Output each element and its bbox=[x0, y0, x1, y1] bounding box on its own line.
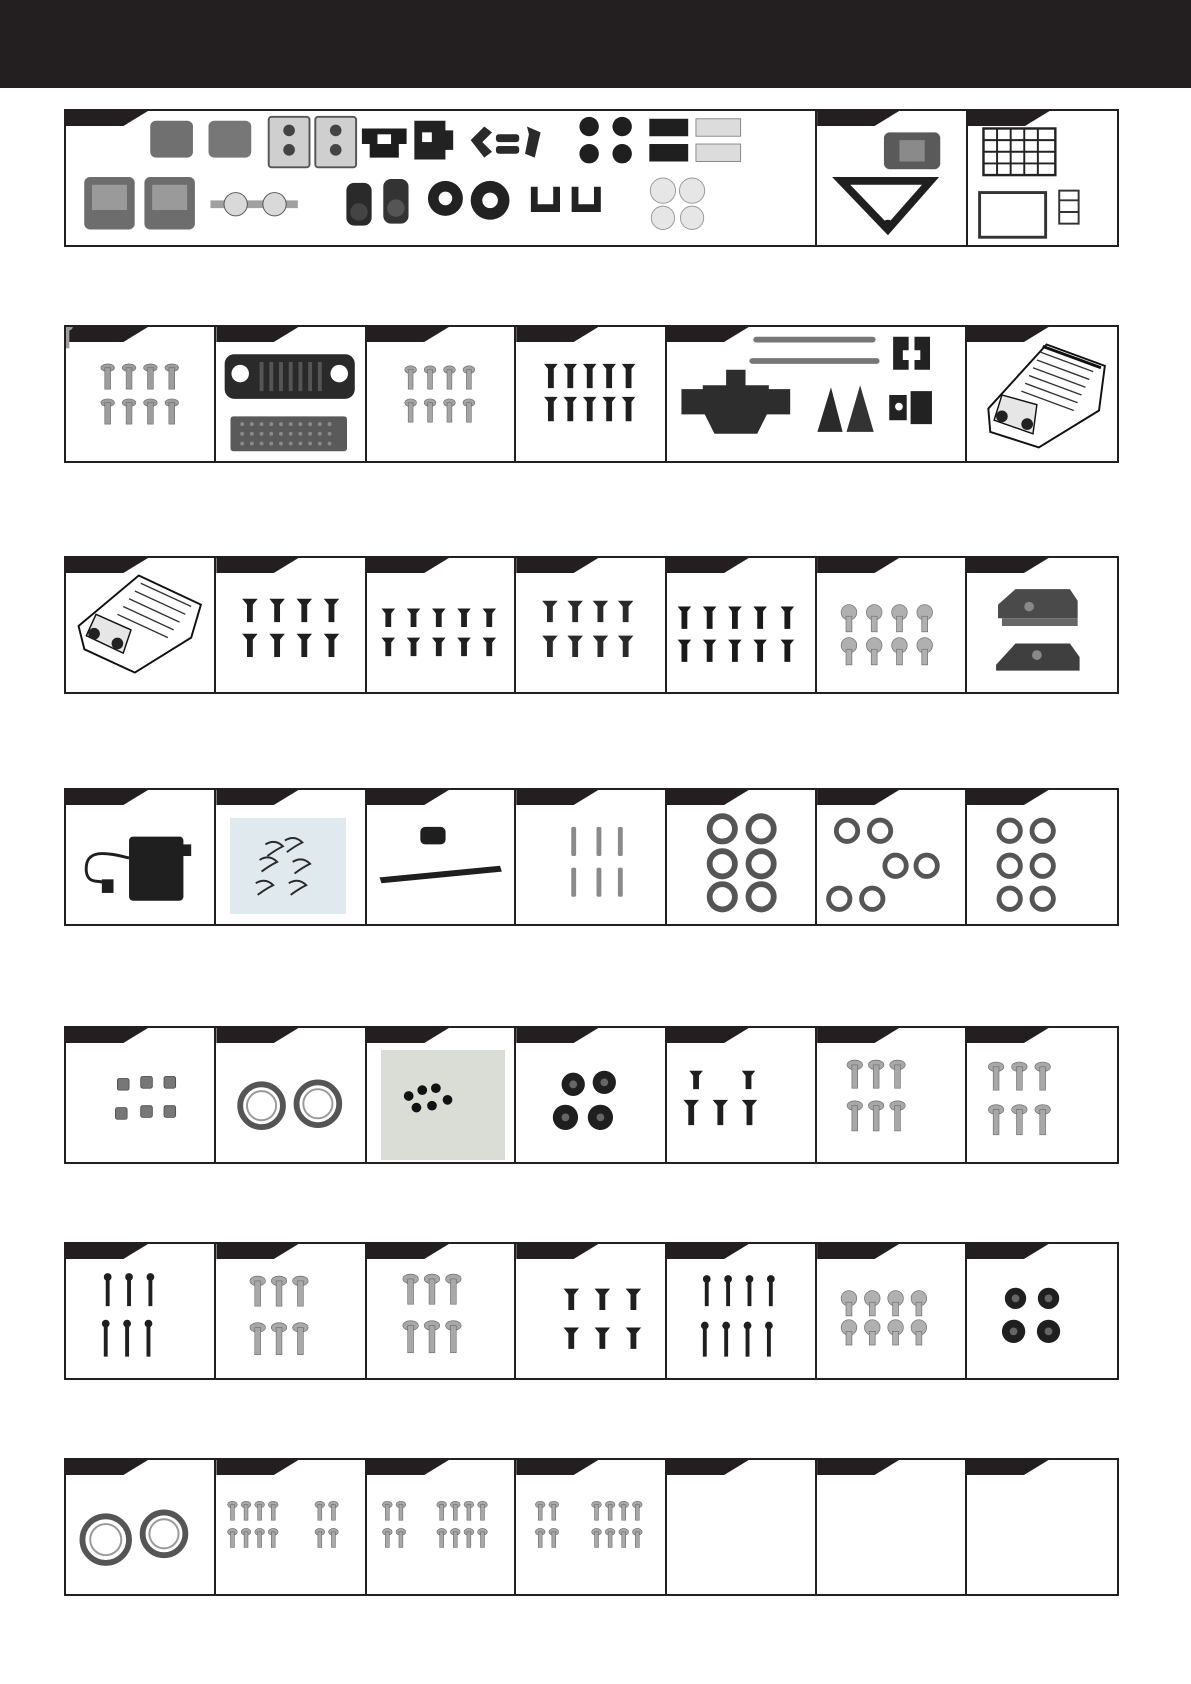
part-cell-screws bbox=[817, 558, 966, 692]
part-label-tab bbox=[667, 1460, 749, 1475]
part-cell-small-nuts bbox=[367, 1028, 516, 1162]
set-screws-image bbox=[66, 1028, 214, 1162]
part-cell-screws bbox=[817, 1244, 966, 1378]
parts-row-6 bbox=[64, 1242, 1119, 1380]
part-cell-mount-bracket bbox=[817, 111, 967, 245]
driveshaft-image bbox=[367, 790, 514, 924]
flange-lock-nuts-image bbox=[516, 1028, 664, 1162]
countersunk-screws-image bbox=[667, 558, 815, 692]
part-cell-screws bbox=[216, 1244, 366, 1378]
servo-image bbox=[66, 790, 214, 924]
countersunk-screws-image bbox=[516, 1244, 664, 1378]
part-cell-screws bbox=[367, 558, 516, 692]
part-cell-grille bbox=[216, 327, 366, 461]
parts-row-3 bbox=[64, 556, 1119, 694]
part-cell-screws bbox=[367, 1244, 516, 1378]
part-cell-screws bbox=[967, 1028, 1117, 1162]
button-head-screws-image bbox=[817, 1028, 964, 1162]
countersunk-screws-image bbox=[516, 558, 664, 692]
part-cell-screws bbox=[216, 1460, 366, 1594]
countersunk-screws-image bbox=[667, 1028, 815, 1162]
parts-row-4 bbox=[64, 788, 1119, 926]
button-head-screws-image bbox=[216, 1460, 364, 1594]
part-cell-body-accessories bbox=[66, 111, 817, 245]
part-cell-screws bbox=[817, 1028, 966, 1162]
part-cell-screws bbox=[667, 1028, 817, 1162]
body-accessory-parts-image bbox=[66, 111, 815, 245]
part-cell-screws bbox=[516, 1460, 666, 1594]
part-cell-body-view bbox=[967, 327, 1117, 461]
parts-row-7 bbox=[64, 1458, 1119, 1596]
button-head-screws-image bbox=[367, 1460, 514, 1594]
fender-liners-image bbox=[967, 558, 1117, 692]
part-cell-screws bbox=[367, 1460, 516, 1594]
part-cell-long-screws bbox=[66, 1244, 216, 1378]
button-head-screws-image bbox=[367, 1244, 514, 1378]
roof-rack-image bbox=[968, 111, 1117, 245]
countersunk-screws-image bbox=[367, 558, 514, 692]
mount-bracket-image bbox=[817, 111, 965, 245]
part-cell-screws bbox=[667, 558, 817, 692]
countersunk-screws-image bbox=[516, 327, 664, 461]
part-cell-bearings bbox=[967, 790, 1117, 924]
header-bar bbox=[0, 0, 1191, 88]
part-label-tab bbox=[967, 1460, 1049, 1475]
flange-screws-image bbox=[817, 1244, 964, 1378]
part-cell-body-posts bbox=[667, 327, 967, 461]
body-shell-line-drawing bbox=[967, 327, 1117, 461]
part-label-tab bbox=[817, 1460, 899, 1475]
part-cell-screws bbox=[367, 327, 516, 461]
part-cell-roof-rack bbox=[968, 111, 1117, 245]
part-cell-body-clips bbox=[216, 790, 366, 924]
body-shell-line-drawing bbox=[66, 558, 214, 692]
large-bearings-image bbox=[66, 1460, 214, 1594]
part-cell-driveshaft bbox=[367, 790, 516, 924]
flange-screws-image bbox=[817, 558, 964, 692]
parts-row-1 bbox=[64, 109, 1119, 247]
part-cell-fender-liners bbox=[967, 558, 1117, 692]
parts-row-2 bbox=[64, 325, 1119, 463]
countersunk-screws-image bbox=[216, 558, 364, 692]
part-cell-set-screws bbox=[66, 1028, 216, 1162]
part-cell-screws bbox=[216, 558, 366, 692]
part-cell-bearings bbox=[667, 790, 817, 924]
body-clips-image bbox=[216, 790, 364, 924]
part-cell-lock-nuts bbox=[516, 1028, 666, 1162]
button-head-screws-image bbox=[367, 327, 514, 461]
part-cell-screws bbox=[516, 1244, 666, 1378]
front-grille-image bbox=[216, 327, 364, 461]
small-nuts-image bbox=[367, 1028, 514, 1162]
button-head-screws-image bbox=[216, 1244, 364, 1378]
button-head-screws-image bbox=[66, 327, 214, 461]
part-cell-screws bbox=[516, 327, 666, 461]
flange-lock-nuts-image bbox=[967, 1244, 1117, 1378]
large-bearings-image bbox=[216, 1028, 364, 1162]
part-cell-lock-nuts bbox=[967, 1244, 1117, 1378]
long-screws-image bbox=[66, 1244, 214, 1378]
part-cell-servo bbox=[66, 790, 216, 924]
part-cell-screws bbox=[516, 558, 666, 692]
part-cell-body-view bbox=[66, 558, 216, 692]
bearings-image bbox=[967, 790, 1117, 924]
part-cell-large-bearings bbox=[216, 1028, 366, 1162]
bearings-image bbox=[817, 790, 964, 924]
part-cell-empty bbox=[667, 1460, 817, 1594]
bearings-image bbox=[667, 790, 815, 924]
button-head-screws-image bbox=[967, 1028, 1117, 1162]
part-cell-screws bbox=[66, 327, 216, 461]
part-cell-long-screws bbox=[667, 1244, 817, 1378]
part-cell-large-bearings bbox=[66, 1460, 216, 1594]
body-posts-image bbox=[667, 327, 965, 461]
part-cell-bearings bbox=[817, 790, 966, 924]
part-cell-empty bbox=[967, 1460, 1117, 1594]
part-cell-pins bbox=[516, 790, 666, 924]
parts-row-5 bbox=[64, 1026, 1119, 1164]
pins-image bbox=[516, 790, 664, 924]
button-head-screws-image bbox=[516, 1460, 664, 1594]
long-screws-image bbox=[667, 1244, 815, 1378]
part-cell-empty bbox=[817, 1460, 966, 1594]
